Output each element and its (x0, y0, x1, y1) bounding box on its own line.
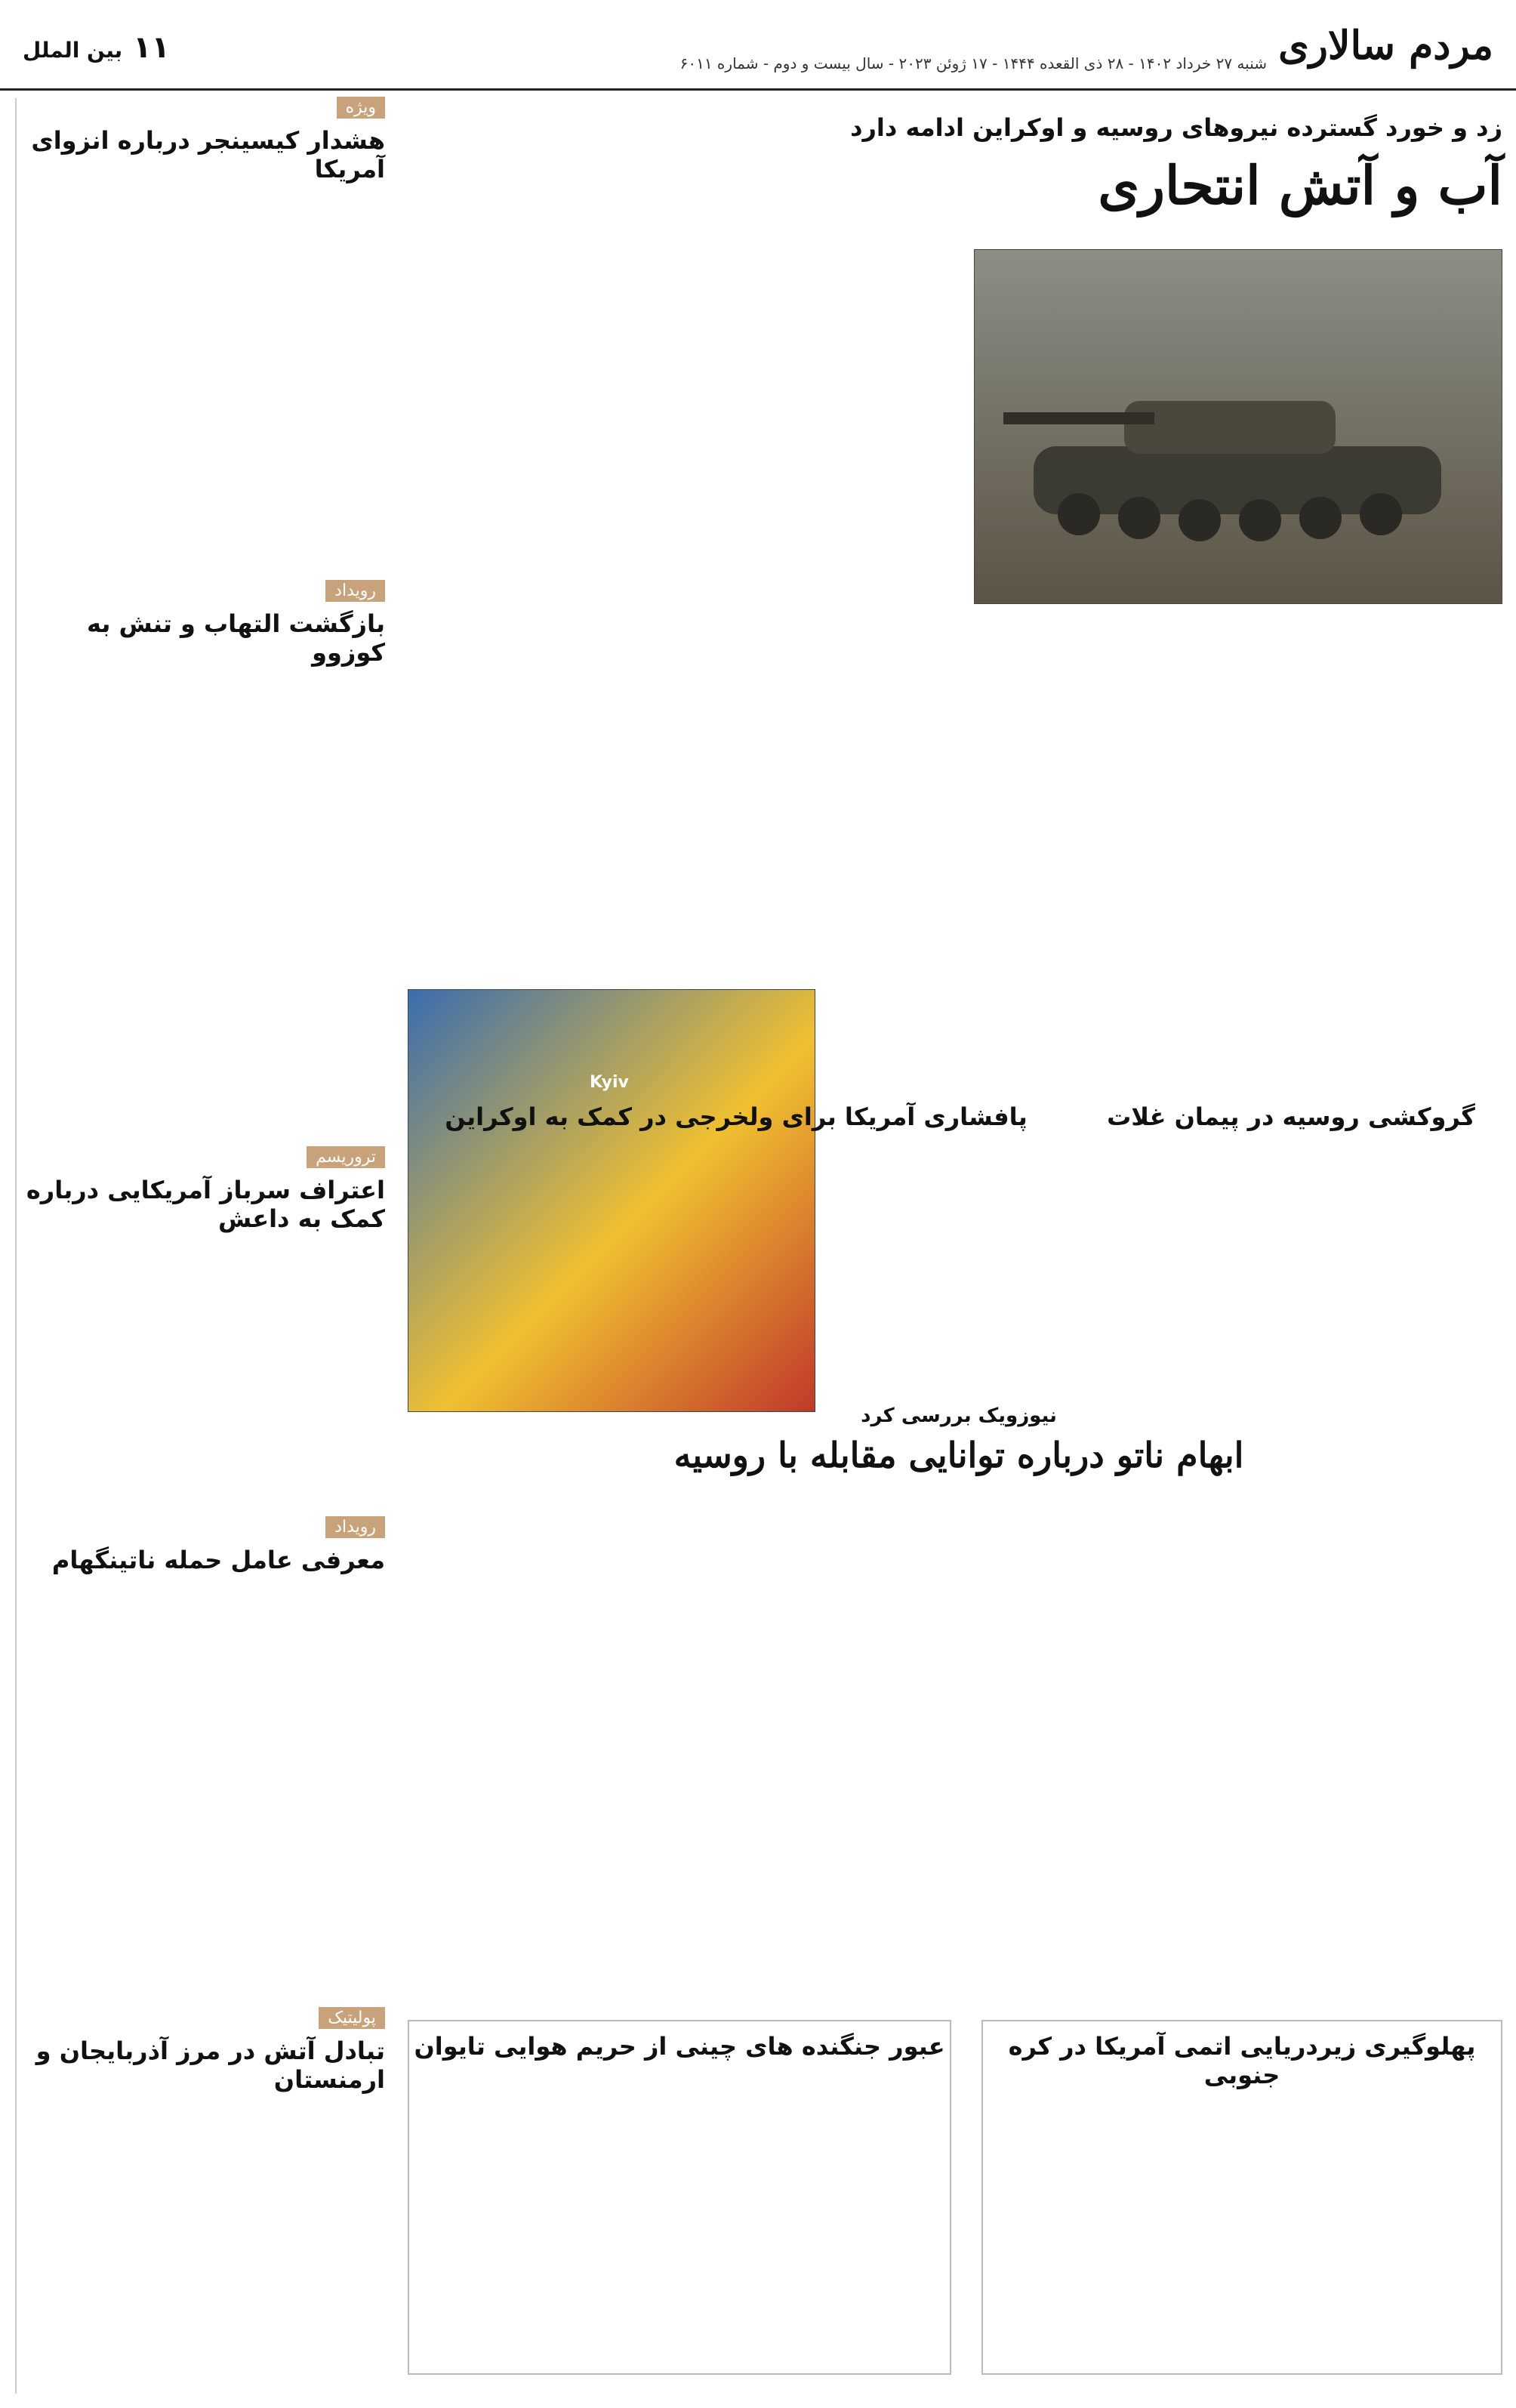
section-title: معرفی عامل حمله ناتینگهام (51, 1546, 385, 1574)
section-title: اعتراف سرباز آمریکایی درباره کمک به داعش (26, 1176, 385, 1233)
article-taiwan (408, 2020, 951, 2375)
article-title: پافشاری آمریکا برای ولخرجی در کمک به اوکراین (445, 1102, 1028, 1131)
sidebar-section (23, 2009, 385, 2094)
section-title: بازگشت التهاب و تنش به کوزوو (86, 609, 385, 667)
page-label (23, 30, 170, 65)
tank-icon (973, 250, 1502, 605)
sidebar-section (23, 581, 385, 667)
map-label: Kyiv (590, 1073, 629, 1092)
dateline: شنبه ۲۷ خرداد ۱۴۰۲ - ۲۸ ذی القعده ۱۴۴۴ - ۱۷ ژوئن ۲۰۲۳ - سال بیست و دوم - شماره ۶۰۱۱ (679, 54, 1267, 72)
section-kicker: پولیتیک (319, 2007, 385, 2029)
sidebar-section (23, 1148, 385, 1233)
article-kicker: نیوزویک بررسی کرد (861, 1404, 1057, 1427)
newspaper-brand: مردم سالاری (1278, 23, 1493, 69)
section-kicker: رویداد (325, 580, 385, 602)
section-title: هشدار کیسینجر درباره انزوای آمریکا (31, 126, 385, 183)
article-title: گروکشی روسیه در پیمان غلات (1107, 1102, 1475, 1131)
sidebar-section (23, 98, 385, 183)
lead-kicker: زد و خورد گسترده نیروهای روسیه و اوکراین ادامه دارد (850, 113, 1502, 142)
sidebar (15, 98, 393, 2394)
article-title: ابهام ناتو درباره توانایی مقابله با روسیه (673, 1435, 1244, 1475)
sidebar-section (23, 1518, 385, 1574)
section-title: تبادل آتش در مرز آذربایجان و ارمنستان (35, 2036, 385, 2094)
article-title: پهلوگیری زیردریایی اتمی آمریکا در کره جنوبی (1008, 2032, 1476, 2089)
masthead (0, 0, 1516, 91)
article-grain-deal (1080, 1102, 1502, 1374)
section-kicker: رویداد (325, 1516, 385, 1538)
article-title: عبور جنگنده های چینی از حریم هوایی تایوان (414, 2032, 945, 2061)
article-submarine (981, 2020, 1502, 2375)
article-ukraine-aid (408, 1102, 1065, 1374)
section-kicker: تروریسم (307, 1146, 385, 1168)
page-number: ۱۱ (133, 30, 170, 65)
section-kicker: ویژه (337, 97, 385, 119)
article-nato (415, 1404, 1502, 1475)
tank-photo (974, 249, 1502, 604)
page-title: بین الملل (23, 38, 123, 63)
lead-headline: آب و آتش انتحاری (1098, 154, 1502, 217)
